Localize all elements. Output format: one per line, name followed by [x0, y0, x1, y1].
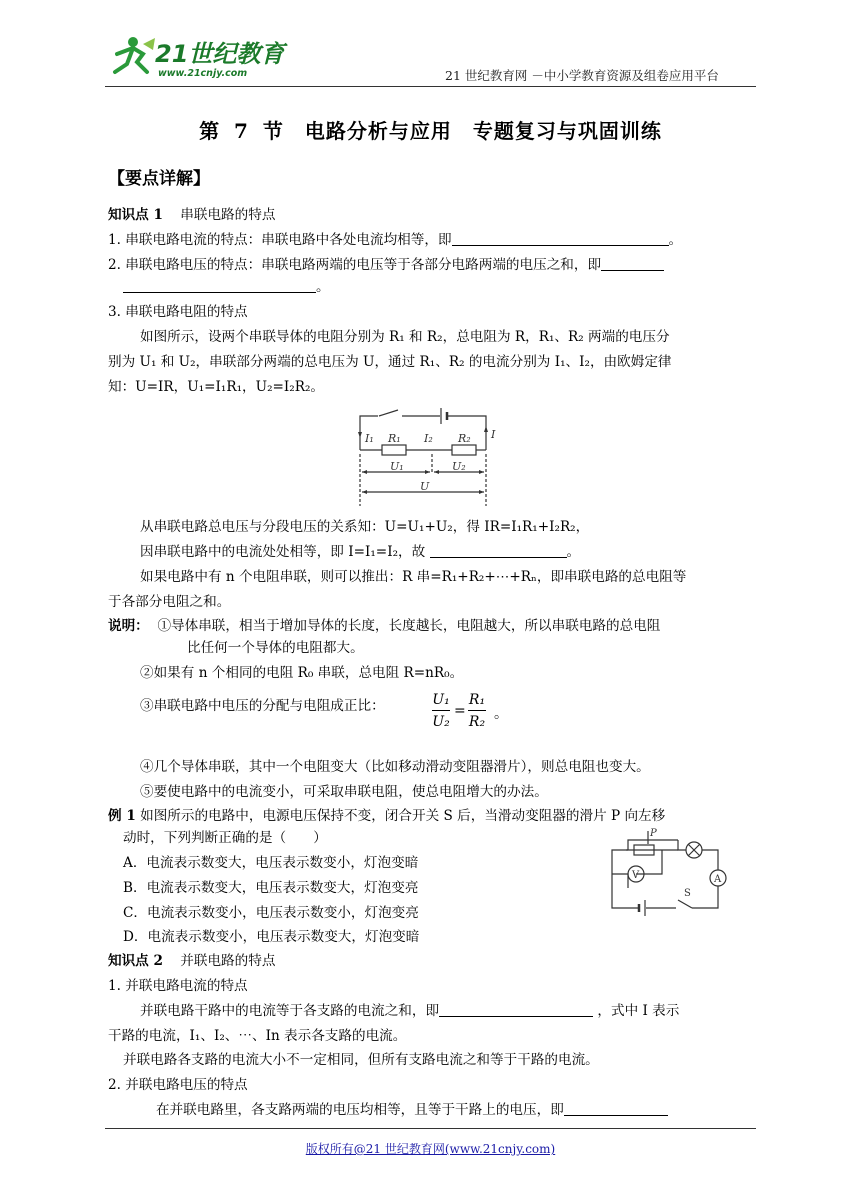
equals-sign: =	[454, 703, 466, 719]
period: 。	[316, 279, 330, 295]
kp2-para1-text: 并联电路干路中的电流等于各支路的电流之和，即	[140, 1003, 440, 1019]
example1-option-c[interactable]: C．电流表示数变小，电压表示数变小，灯泡变亮	[123, 905, 419, 921]
kp2-heading	[108, 952, 275, 970]
example1-option-a[interactable]: A．电流表示数变大，电压表示数变小，灯泡变暗	[123, 855, 419, 871]
wire	[678, 840, 686, 850]
example1-stem-cont: 动时，下列判断正确的是（ ）	[123, 830, 327, 846]
kp1-item1-text: 1. 串联电路电流的特点：串联电路中各处电流均相等，即	[108, 232, 452, 248]
switch-icon	[379, 410, 398, 416]
period: 。	[668, 232, 683, 248]
kp1-para1-line1: 如图所示，设两个串联导体的电阻分别为 R₁ 和 R₂，总电阻为 R，R₁、R₂ 两端的电压分	[140, 329, 670, 345]
answer-blank[interactable]	[123, 279, 316, 293]
fig1-label-i: I	[491, 428, 496, 441]
answer-blank[interactable]	[564, 1102, 668, 1116]
kp1-label: 知识点 1	[108, 207, 163, 223]
switch-icon	[678, 900, 692, 908]
wire	[612, 874, 628, 888]
section-heading: 【要点详解】	[108, 169, 210, 189]
fig1-label-r1: R₁	[388, 432, 401, 445]
kp1-para3	[140, 543, 580, 561]
fig2-label-v: V	[632, 870, 640, 881]
kp2-item1: 1. 并联电路电流的特点	[108, 978, 248, 994]
fraction-denominator: R₂	[468, 714, 486, 730]
kp1-item1	[108, 231, 682, 249]
kp1-para1-line3: 知：U=IR，U₁=I₁R₁，U₂=I₂R₂。	[108, 379, 325, 395]
note-5: ⑤要使电路中的电流变小，可采取串联电阻，使总电阻增大的办法。	[140, 784, 548, 800]
kp1-para2: 从串联电路总电压与分段电压的关系知：U=U₁+U₂，得 IR=I₁R₁+I₂R₂，	[140, 519, 590, 535]
fig2-label-p: P	[650, 828, 657, 839]
kp1-para3-text: 因串联电路中的电流处处相等，即 I=I₁=I₂，故	[140, 544, 426, 560]
note-1-text: ①导体串联，相当于增加导体的长度，长度越长，电阻越大，所以串联电路的总电阻	[157, 618, 661, 634]
answer-blank[interactable]	[439, 1003, 593, 1017]
page-title: 第 7 节 电路分析与应用 专题复习与巩固训练	[199, 119, 662, 143]
fraction-period: 。	[494, 706, 508, 722]
example1-stem	[108, 807, 665, 825]
kp1-heading	[108, 206, 275, 224]
kp1-para4-line2: 于各部分电阻之和。	[108, 594, 231, 610]
lamp-cross	[688, 844, 700, 856]
kp2-para3-text: 在并联电路里，各支路两端的电压均相等，且等于干路上的电压，即	[156, 1102, 564, 1118]
note-4: ④几个导体串联，其中一个电阻变大（比如移动滑动变阻器滑片），则总电阻也变大。	[140, 759, 650, 775]
note-label: 说明：	[108, 618, 149, 634]
kp2-para1-line1	[140, 1002, 679, 1020]
kp1-title: 串联电路的特点	[180, 207, 276, 223]
fraction-denominator: U₂	[432, 714, 450, 730]
kp1-item2-text: 2. 串联电路电压的特点：串联电路两端的电压等于各部分电路两端的电压之和，即	[108, 257, 602, 273]
kp1-item3: 3. 串联电路电阻的特点	[108, 304, 248, 320]
resistor-r2	[452, 445, 476, 455]
note-1	[108, 617, 660, 635]
header-platform: 21 世纪教育网 －中小学教育资源及组卷应用平台	[445, 68, 719, 83]
wire	[692, 886, 718, 908]
current-arrow	[484, 426, 488, 432]
kp2-para3	[156, 1101, 668, 1119]
example1-option-b[interactable]: B．电流表示数变大，电压表示数变大，灯泡变亮	[123, 880, 419, 896]
wire	[636, 850, 662, 874]
kp2-para1-line2: 干路的电流，I₁、I₂、⋯、In 表示各支路的电流。	[108, 1028, 407, 1044]
current-arrow	[358, 432, 362, 438]
fig1-label-u1: U₁	[390, 460, 404, 473]
kp1-item2-cont	[123, 278, 330, 296]
kp2-item2: 2. 并联电路电压的特点	[108, 1077, 248, 1093]
kp2-label: 知识点 2	[108, 953, 163, 969]
note-1-cont: 比任何一个导体的电阻都大。	[187, 640, 364, 656]
answer-blank[interactable]	[430, 544, 567, 558]
footer-divider	[105, 1128, 756, 1129]
fig1-label-u: U	[420, 480, 430, 493]
answer-blank[interactable]	[601, 257, 664, 271]
example1-stem-text: 如图所示的电路中，电源电压保持不变，闭合开关 S 后，当滑动变阻器的滑片 P 向左移	[140, 808, 666, 824]
fig2-label-s: S	[684, 888, 691, 899]
fraction-bar	[468, 710, 486, 711]
period: 。	[566, 544, 581, 560]
runner-icon	[115, 37, 155, 72]
note-3: ③串联电路中电压的分配与电阻成正比：	[140, 698, 385, 714]
fig1-label-u2: U₂	[452, 460, 466, 473]
fig1-label-i1: I₁	[365, 432, 374, 445]
logo-text: 21世纪教育	[155, 40, 285, 68]
fig1-label-i2: I₂	[424, 432, 433, 445]
kp2-para2: 并联电路各支路的电流大小不一定相同，但所有支路电流之和等于干路的电流。	[123, 1052, 599, 1068]
answer-blank[interactable]	[452, 232, 669, 246]
fraction-numerator: R₁	[468, 692, 486, 708]
example-circuit-figure	[606, 828, 736, 916]
brand-logo	[103, 32, 303, 82]
wire	[702, 850, 718, 870]
resistor-r1	[382, 445, 406, 455]
kp1-item2	[108, 256, 664, 274]
fraction-numerator: U₁	[432, 692, 450, 708]
example1-option-d[interactable]: D．电流表示数变小，电压表示数变大，灯泡变暗	[123, 929, 420, 945]
kp2-para1-tail: ，式中 I 表示	[597, 1003, 680, 1019]
fig1-label-r2: R₂	[458, 432, 471, 445]
kp2-title: 并联电路的特点	[180, 953, 276, 969]
logo-url: www.21cnjy.com	[158, 68, 248, 79]
example1-label: 例 1	[108, 808, 136, 824]
fraction-bar	[432, 710, 450, 711]
note-2: ②如果有 n 个相同的电阻 R₀ 串联，总电阻 R=nR₀。	[140, 665, 464, 681]
header-divider	[105, 86, 756, 87]
fig2-label-a: A	[714, 874, 722, 885]
series-circuit-figure	[352, 402, 502, 506]
kp1-para1-line2: 别为 U₁ 和 U₂，串联部分两端的总电压为 U，通过 R₁、R₂ 的电流分别为 I₁、I₂，由欧姆定律	[108, 354, 672, 370]
footer-copyright-link[interactable]: 版权所有@21 世纪教育网(www.21cnjy.com)	[305, 1142, 556, 1156]
kp1-para4-line1: 如果电路中有 n 个电阻串联，则可以推出：R 串=R₁+R₂+⋯+Rₙ，即串联电路的总电阻等	[140, 569, 687, 585]
